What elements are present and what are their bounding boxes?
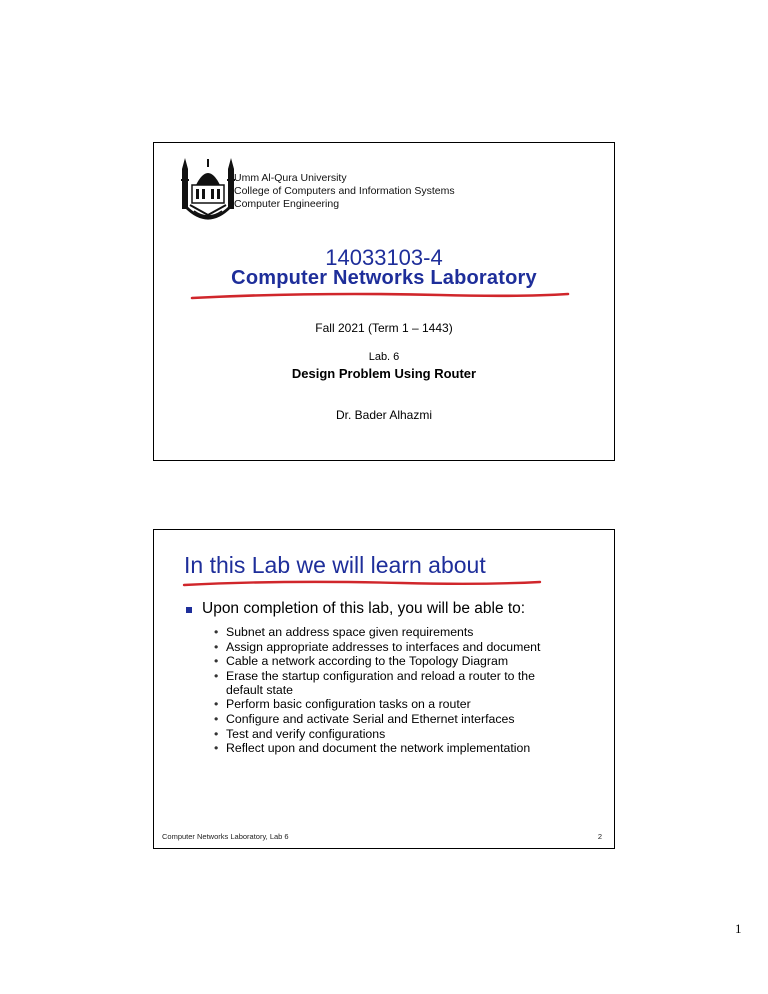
list-item: • Reflect upon and document the network implementation <box>214 742 574 756</box>
course-code: 14033103-4 <box>325 245 443 270</box>
list-item: • Perform basic configuration tasks on a router <box>214 698 574 712</box>
institution-block <box>234 172 455 211</box>
list-item: • Erase the startup configuration and reload a router to the default state <box>214 670 574 697</box>
square-bullet-icon <box>186 607 192 613</box>
heading-underline <box>182 578 542 590</box>
department-name: Computer Engineering <box>234 198 340 210</box>
term-text: Fall 2021 (Term 1 – 1443) <box>315 321 453 335</box>
title-slide <box>153 142 615 461</box>
title-underline <box>190 289 570 303</box>
slide-page-number: 2 <box>597 832 602 841</box>
lead-text: Upon completion of this lab, you will be able to: <box>202 600 526 617</box>
list-item: • Configure and activate Serial and Ethernet interfaces <box>214 713 574 727</box>
college-name: College of Computers and Information Systems <box>234 185 455 197</box>
course-title: Computer Networks Laboratory <box>231 267 537 289</box>
lead-bullet <box>184 600 525 618</box>
slide-heading: In this Lab we will learn about <box>184 552 486 578</box>
objectives-slide <box>153 529 615 849</box>
slide-footer: Computer Networks Laboratory, Lab 6 <box>162 832 289 841</box>
university-name: Umm Al-Qura University <box>234 172 347 184</box>
list-item: • Subnet an address space given requirements <box>214 626 574 640</box>
objectives-list <box>214 626 574 757</box>
lab-title: Design Problem Using Router <box>291 366 477 381</box>
list-item: • Cable a network according to the Topology Diagram <box>214 655 574 669</box>
author-name: Dr. Bader Alhazmi <box>335 408 433 422</box>
university-logo-icon <box>180 155 236 227</box>
list-item: • Test and verify configurations <box>214 728 574 742</box>
document-page-number: 1 <box>735 921 742 936</box>
list-item: • Assign appropriate addresses to interfaces and document <box>214 641 574 655</box>
lab-number: Lab. 6 <box>368 351 400 363</box>
